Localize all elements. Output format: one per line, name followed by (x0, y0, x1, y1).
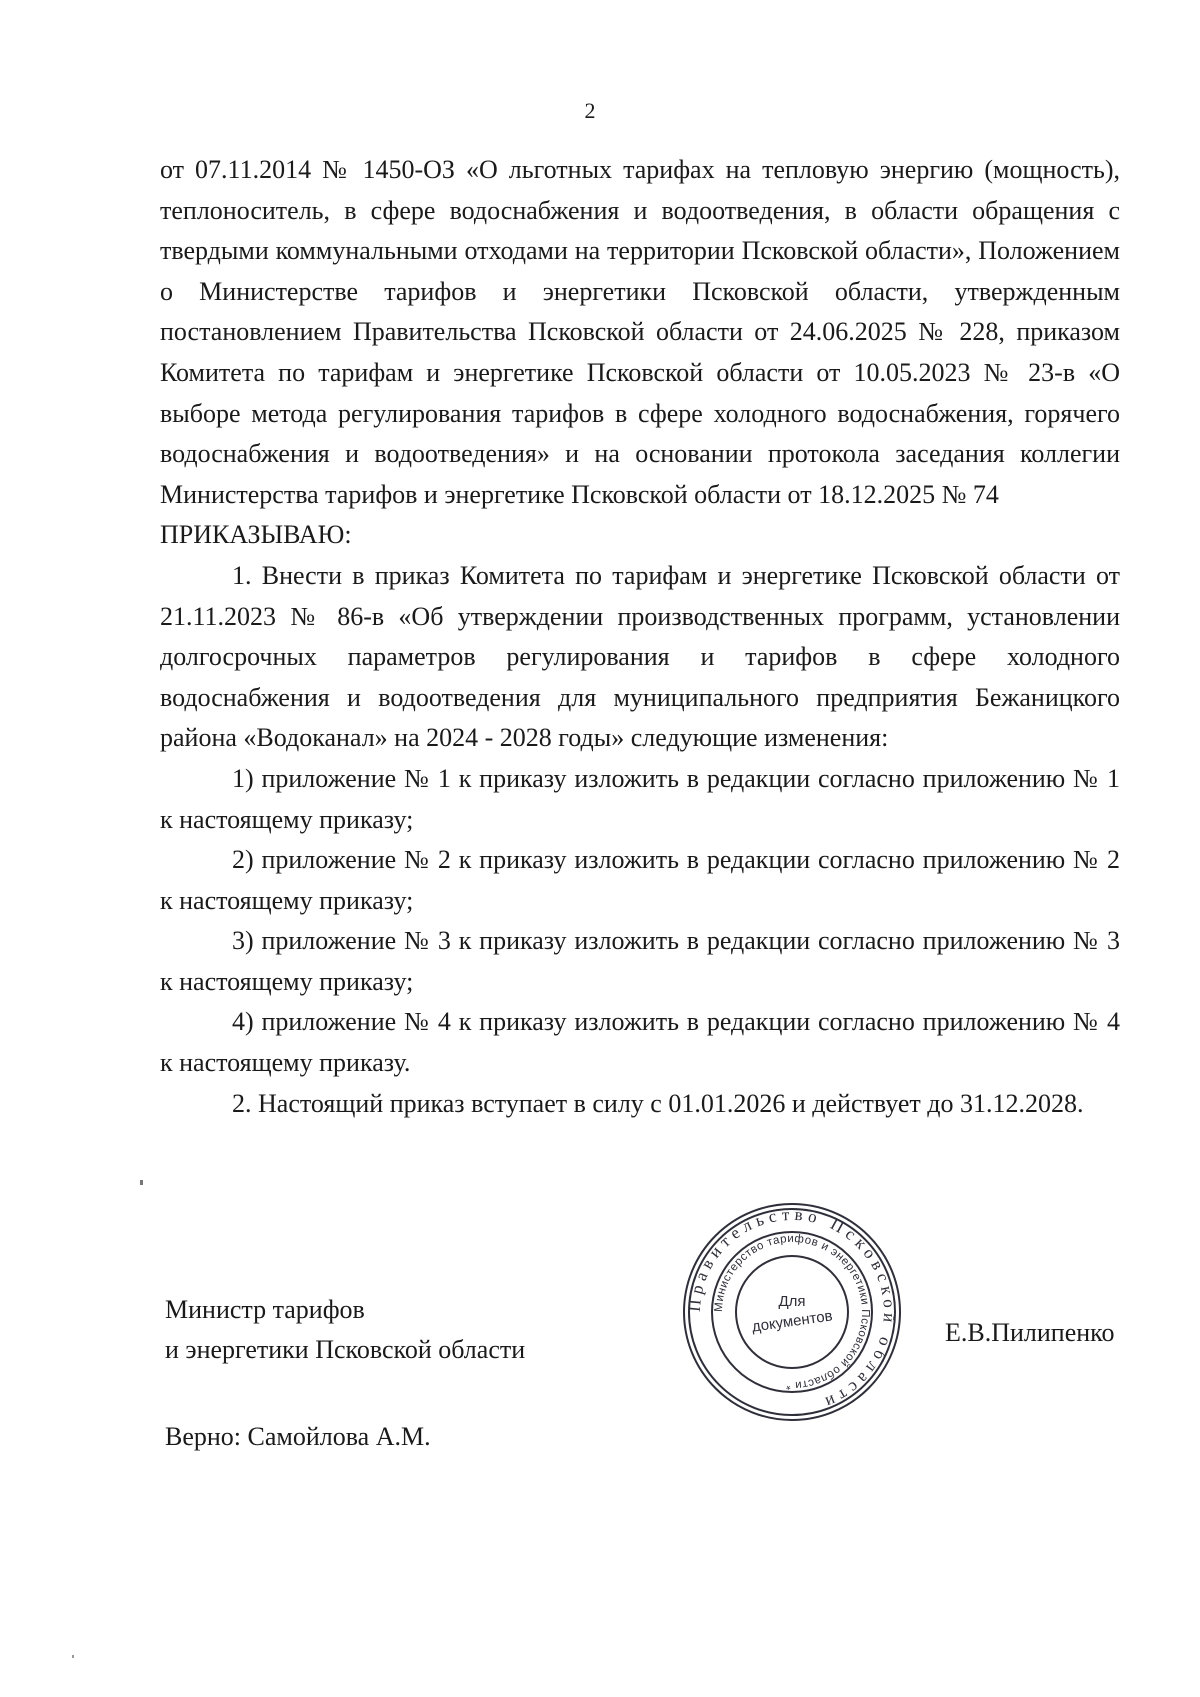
signature-position (165, 1290, 525, 1370)
official-seal-stamp (680, 1200, 904, 1424)
document-body (160, 150, 1120, 1124)
position-line-1: Министр тарифов (165, 1295, 365, 1324)
item-1-paragraph: 1. Внести в приказ Комитета по тарифам и энергетике Псковской области от 21.11.2023 № 86-в «Об утверждении производственных программ, установлении долгосрочных параметров регулирования и тарифов в сфере холодного водоснабжения и водоотведения для муниципального предприятия Бежаницкого района «Водоканал» на 2024 - 2028 годы» следующие изменения: (160, 560, 1120, 753)
intro-paragraph: от 07.11.2014 № 1450-ОЗ «О льготных тарифах на тепловую энергию (мощность), теплоноситель, в сфере водоснабжения и водоотведения, в области обращения с твердыми коммунальными отходами на территории Псковской области», Положением о Министерстве тарифов и энергетики Псковской области, утвержденным постановлением Правительства Псковской области от 24.06.2025 № 228, приказом Комитета по тарифам и энергетике Псковской области от 10.05.2023 № 23-в «О выборе метода регулирования тарифов в сфере холодного водоснабжения, горячего водоснабжения и водоотведения» и на основании протокола заседания коллегии Министерства тарифов и энергетике Псковской области от 18.12.2025 № 74 (160, 155, 1120, 509)
subitem-2-paragraph: 2) приложение № 2 к приказу изложить в редакции согласно приложению № 2 к настоящему приказу; (160, 845, 1120, 915)
item-2-paragraph: 2. Настоящий приказ вступает в силу с 01.01.2026 и действует до 31.12.2028. (232, 1088, 1084, 1118)
subitem-3-paragraph: 3) приложение № 3 к приказу изложить в редакции согласно приложению № 3 к настоящему приказу; (160, 926, 1120, 996)
signatory-name: Е.В.Пилипенко (945, 1318, 1115, 1347)
scan-tick-mark (140, 1180, 143, 1185)
order-word: ПРИКАЗЫВАЮ: (160, 520, 352, 550)
stamp-center-line-2: документов (750, 1307, 834, 1336)
stamp-center-line-1: Для (778, 1293, 806, 1310)
position-line-2: и энергетики Псковской области (165, 1335, 526, 1364)
stamp-outer-text: Правительство Псковской области (684, 1204, 900, 1414)
scan-artifact-dot (72, 1655, 74, 1658)
subitem-4-paragraph: 4) приложение № 4 к приказу изложить в редакции согласно приложению № 4 к настоящему приказу. (160, 1007, 1120, 1078)
stamp-inner-text: Министерство тарифов и энергетики Псковской области * (712, 1232, 872, 1392)
certification-line: Верно: Самойлова А.М. (165, 1422, 431, 1451)
subitem-1-paragraph: 1) приложение № 1 к приказу изложить в редакции согласно приложению № 1 к настоящему приказу; (160, 763, 1120, 834)
page-number: 2 (584, 98, 596, 123)
